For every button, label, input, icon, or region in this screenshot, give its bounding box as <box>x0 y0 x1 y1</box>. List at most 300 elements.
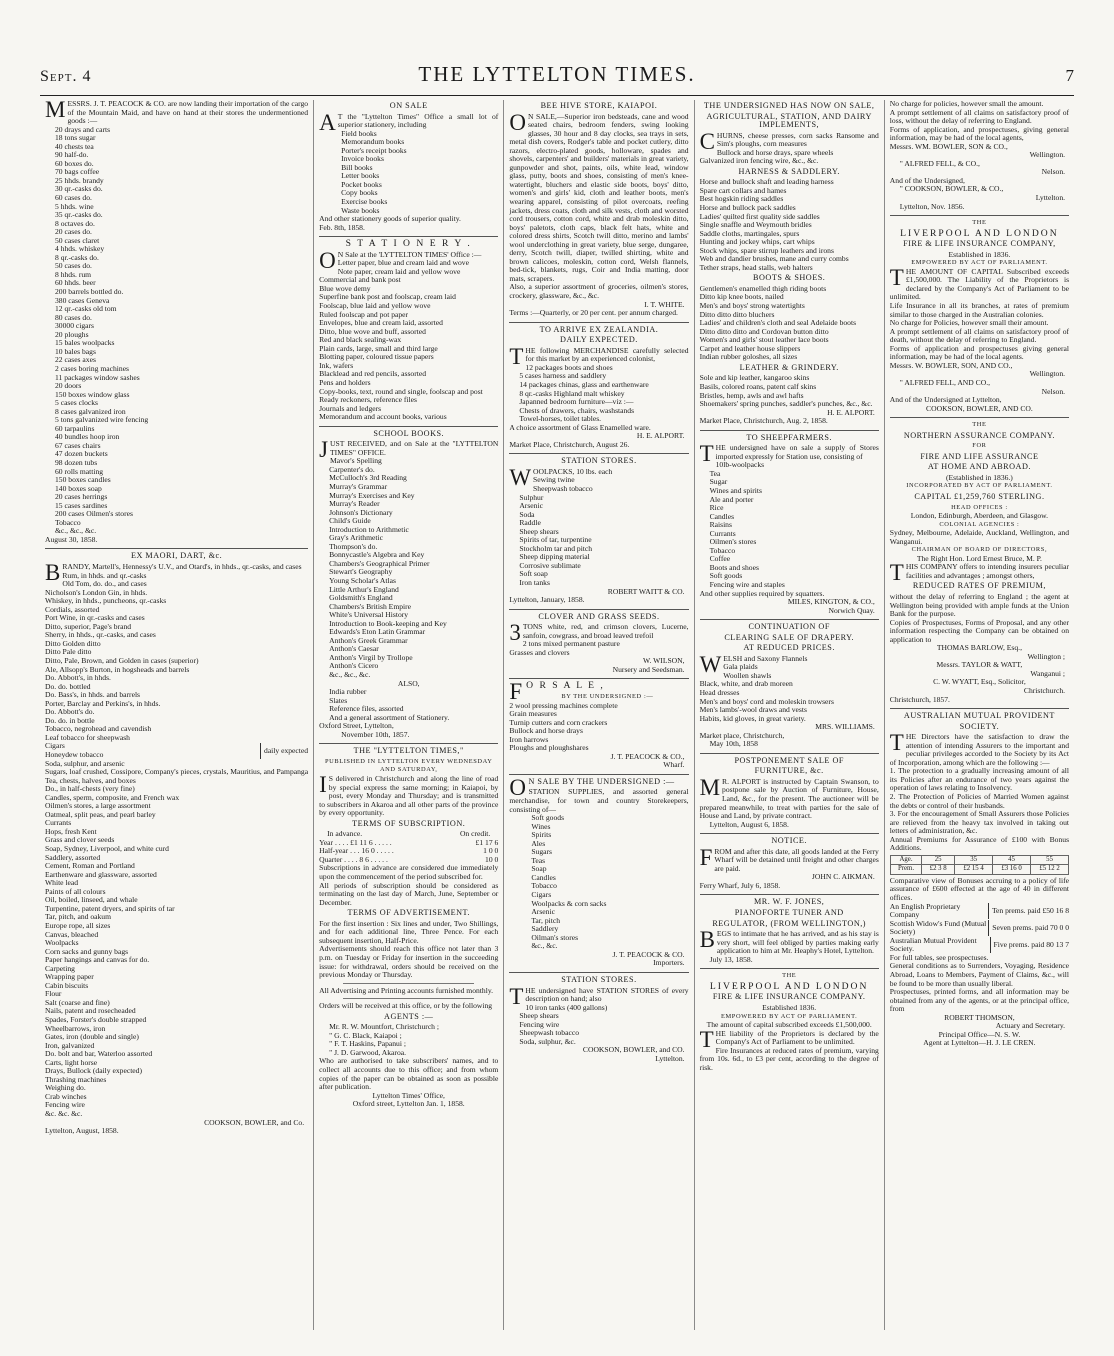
terms-cell: Year . . . . £1 11 6 . . . . . <box>319 837 392 847</box>
ad-title: NORTHERN ASSURANCE COMPANY. <box>903 430 1055 440</box>
ad-lead: 3TONS white, red, and crimson clovers, Lucerne, sanfoin, cowgrass, and broad leaved trefoil <box>509 620 689 646</box>
list-item: Wines and spirits <box>709 485 762 495</box>
list-item: &c., &c., &c. <box>329 670 371 679</box>
agent-line: And of the Undersigned, <box>889 175 965 185</box>
list-item: Carpenter's do. <box>329 464 375 474</box>
office-line: Lyttelton Times' Office, <box>372 1090 445 1100</box>
table-row <box>890 865 1068 875</box>
ad-body: THE following MERCHANDISE carefully selected for this market by an experienced colonist, <box>509 343 689 369</box>
list-item: Letter books <box>341 171 380 181</box>
list-item: 30 qr.-casks do. <box>55 184 103 194</box>
ad-body: THE undersigned have STATION STORES of every description on hand; also <box>509 983 689 1009</box>
items-list-4 <box>700 374 879 408</box>
para: No charge for policies, however small the amount. <box>889 99 1044 108</box>
page-number: 7 <box>1065 66 1074 85</box>
items-list <box>509 702 688 753</box>
list-item: Exercise books <box>341 197 388 207</box>
list-item: Woolpacks & corn sacks <box>531 898 607 908</box>
list-item: Paper hangings and canvas for do. <box>45 955 150 965</box>
ad-subtitle: DAILY EXPECTED. <box>560 335 638 345</box>
para: General conditions as to Surrenders, Voyaging, Residence Abroad, Loans to Members, Payment of Claims, &c., will be found to be more than usually liberal. <box>889 961 1070 988</box>
list-item: Basils, colored roans, patent calf skins <box>699 381 817 391</box>
list-item: Gala plaids <box>723 662 758 672</box>
comparison-row <box>890 920 1069 937</box>
list-item: 30000 cigars <box>55 321 95 331</box>
ad-signature-2: Wharf. <box>663 760 685 770</box>
ad-insurance-continued <box>890 100 1069 216</box>
list-item: 60 cases do. <box>55 193 92 203</box>
list-item: Thrashing machines <box>45 1074 107 1084</box>
established: (Established in 1836.) <box>945 472 1013 482</box>
ad-date-2: May 10th, 1858 <box>709 739 758 749</box>
list-item: Stockholm tar and pitch <box>519 543 593 553</box>
list-item: 8 qr.-casks do. <box>55 252 99 262</box>
colonial-agencies: Sydney, Melbourne, Adelaide, Auckland, Wellington, and Wanganui. <box>889 528 1070 546</box>
list-item: 200 barrels bottled do. <box>55 287 124 297</box>
list-item: Journals and ledgers <box>319 403 382 413</box>
ad-agricultural-implements <box>700 102 879 431</box>
ad-stationery <box>319 240 498 426</box>
agent-place: Wellington. <box>1029 150 1066 160</box>
list-item: Johnson's Dictionary <box>329 507 393 517</box>
agent-place: Wellington ; <box>1027 651 1066 661</box>
list-item: Men's and boys' strong watertights <box>699 301 805 311</box>
ad-date: Feb. 8th, 1858. <box>319 222 365 232</box>
list-item: Spades, Forster's double strapped <box>45 1014 147 1024</box>
list-item: Slates <box>329 695 348 705</box>
list-item: Cabin biscuits <box>45 980 89 990</box>
list-item: 14 packages chinas, glass and earthenware <box>519 379 649 389</box>
issue-date: Sept. 4 <box>40 68 92 85</box>
list-item: Sheepwash tobacco <box>519 1028 580 1038</box>
list-item: Coffee <box>709 554 731 564</box>
column-1 <box>40 97 314 1330</box>
para: For full tables, see prospectuses. <box>889 952 989 962</box>
agents-list <box>319 1023 498 1057</box>
established: Established in 1836. <box>948 249 1011 259</box>
ad-for: FOR <box>972 442 987 450</box>
ad-date: Market place, Christchurch, <box>699 730 785 740</box>
ad-title: MR. W. F. JONES, <box>754 897 825 907</box>
list-item: Japanned bedroom furniture—viz :— <box>519 397 634 407</box>
list-item: Ploughs and ploughshares <box>509 743 589 753</box>
ad-body: ON SALE,—Superior iron bedsteads, cane and wood seated chairs, bedroom fenders, swing looking glasses, 30 hour and 8 day clocks, sea trays in sets, metal dish covers, Rodger's table and pocket cutlery, ditto razors, electro-plated goods, holloware, spades and shovels, carpenters' and builders' materials in great variety, gunpowder and shot, paints, oils, white lead, window glass, putty, boots and shoes, consisting of men's knee-watertight, bluchers and elastic side boots, boys' ditto, women's and girls' kid, cloth and leather boots, men's wearing apparel, consisting of pilot overcoats, reefing jackets, dress coats, cloth and silk vests, cloth and worsted cord trousers, cotton cord, white and drab moleskin ditto, boys' paletots, cloth caps, black felt hats, white and colored dress shirts, Scotch twill ditto, merino and lambs' wool underclothing in great variety, blue serge, dungaree, derry, Scotch twill, diaper, twilled shirting, white and brown calicoes, moleskin, cotton cord, Welsh flannels, bed-tick, blankets, rugs, Coir and India matting, door mats, scrapers. <box>509 109 689 283</box>
list-item: India rubber <box>329 687 367 697</box>
list-item: Do. bolt and bar, Waterloo assorted <box>45 1049 153 1059</box>
list-item: " G. C. Black, Kaiapoi ; <box>329 1030 402 1040</box>
list-item: Iron, galvanized <box>45 1040 95 1050</box>
ad-bee-hive-store <box>509 102 688 323</box>
ad-title: LIVERPOOL AND LONDON <box>709 980 869 992</box>
chairman: The Right Hon. Lord Ernest Bruce, M. P. <box>916 553 1042 563</box>
list-item: Do. do. bottled <box>45 681 91 691</box>
list-item: Indian rubber goloshes, all sizes <box>699 352 798 362</box>
agent-line: Agent at Lyttelton—H. J. LE CREN. <box>923 1038 1036 1048</box>
agent-line: Messrs. W. BOWLER, SON, AND CO., <box>889 360 1013 370</box>
ad-for-sale-peacock <box>509 679 688 774</box>
list-item: " J. D. Garwood, Akaroa. <box>329 1047 407 1057</box>
columns <box>40 97 1074 1330</box>
head-offices: London, Edinburgh, Aberdeen, and Glasgow. <box>910 511 1049 521</box>
list-item: White's Universal History <box>329 610 409 620</box>
items-list-2 <box>45 760 308 1119</box>
list-item: 140 boxes soap <box>55 483 102 493</box>
column-2 <box>314 100 504 1330</box>
items-list <box>509 640 688 657</box>
ad-lead: MESSRS. J. T. PEACOCK & CO. are now landing their importation of the cargo of the Mountain Maid, and have on hand at their stores the undermentioned goods :— <box>45 97 309 126</box>
list-item: Best hogskin riding saddles <box>699 194 784 204</box>
terms-title: TERMS OF SUBSCRIPTION. <box>352 818 466 828</box>
items-list <box>509 814 688 951</box>
ad-signature: MRS. WILLIAMS. <box>815 722 875 732</box>
list-item: 12 qr.-casks old tom <box>55 304 117 314</box>
ad-ex-zealandia <box>509 326 688 455</box>
capital-line: CAPITAL £1,259,760 STERLING. <box>914 491 1045 501</box>
para: Comparative view of Bonuses accruing to a policy of life assurance of £600 effected at the age of 40 in different offices. <box>889 875 1070 903</box>
list-item: Wrapping paper <box>45 972 94 982</box>
list-item: Soap, Sydney, Liverpool, and white curd <box>45 844 169 854</box>
list-item: Edwards's Eton Latin Grammar <box>329 627 426 637</box>
list-item: Do. Abbott's, in hhds. <box>45 673 111 683</box>
ad-title: ON SALE BY THE UNDERSIGNED :— <box>509 774 675 800</box>
list-item: Iron tanks <box>519 577 550 587</box>
list-item: Ale, Allsopp's Burton, in hogsheads and barrels <box>45 664 190 674</box>
terms-head-credit: On credit. <box>459 829 491 839</box>
ad-australian-mutual <box>890 712 1069 1052</box>
list-item: Commercial and bank post <box>319 275 401 285</box>
agent-place: Wanganui ; <box>1030 668 1066 678</box>
ad-title-2: FIRE & LIFE INSURANCE COMPANY, <box>903 239 1056 249</box>
list-item: Chambers's Geographical Primer <box>329 558 430 568</box>
reduced-rates: REDUCED RATES OF PREMIUM, <box>912 581 1046 591</box>
list-item: Earthenware and glassware, assorted <box>45 869 157 879</box>
ad-body: THE AMOUNT OF CAPITAL Subscribed exceeds £1,500,000. The Liability of the Proprietors is declared by the Company's Act of Parliament to be unlimited. <box>889 264 1070 302</box>
list-item: Grasses and clovers <box>509 647 570 657</box>
list-item: Sheep shears <box>519 526 559 536</box>
agent-line: And of the Undersigned at Lyttelton, <box>889 395 1002 405</box>
ad-title-2: CLEARING SALE OF DRAPERY. <box>724 632 855 642</box>
list-item: Galvanized iron fencing wire, &c., &c. <box>699 156 819 166</box>
ad-on-sale-stationery <box>319 102 498 237</box>
terms-note: Subscriptions in advance are considered due immediately upon the commencement of the period subscribed for. <box>319 863 499 882</box>
list-item: Sherry, in hhds., qr.-casks, and cases <box>45 630 156 640</box>
list-item: Mr. R. W. Mountfort, Christchurch ; <box>329 1022 439 1032</box>
list-item: 4 hhds. whiskey <box>55 244 105 254</box>
list-item: Waste books <box>341 205 380 215</box>
items-list <box>509 1004 688 1047</box>
ad-date: August 30, 1858. <box>45 534 98 544</box>
list-item: Fencing wire <box>519 1019 560 1029</box>
list-item: 25 hhds. brandy <box>55 175 104 185</box>
ad-lead: WELSH and Saxony Flannels <box>699 651 808 677</box>
chairman-label: CHAIRMAN OF BOARD OF DIRECTORS, <box>911 546 1048 554</box>
ad-title-2: AGRICULTURAL, STATION, AND DAIRY IMPLEMENTS, <box>706 111 872 130</box>
terms-cell: 10 0 <box>485 854 499 864</box>
table-cell: 25 <box>922 855 955 865</box>
list-item: Memorandum and account books, various <box>319 412 447 422</box>
ad-subtitle: PUBLISHED IN LYTTELTON EVERY WEDNESDAY AND SATURDAY, <box>324 757 493 774</box>
ad-title: BEE HIVE STORE, KAIAPOI. <box>540 101 658 110</box>
ad-title: LIVERPOOL AND LONDON <box>900 227 1059 239</box>
list-item: Blotting paper, coloured tissue papers <box>319 352 434 362</box>
list-item: Stewart's Geography <box>329 567 393 577</box>
items-list-2 <box>319 688 498 722</box>
section-title: HARNESS & SADDLERY. <box>738 166 840 176</box>
ad-title: THE "LYTTELTON TIMES," <box>353 746 464 756</box>
office-name: Australian Mutual Provident Society. <box>889 935 977 954</box>
list-item: Black, white, and drab moreen <box>699 679 793 689</box>
ad-title: S T A T I O N E R Y . <box>345 238 472 250</box>
premium-table <box>890 855 1069 875</box>
ad-date: Oxford street, Lyttelton Jan. 1, 1858. <box>352 1099 465 1109</box>
list-item: Blacklead and red pencils, assorted <box>319 369 426 379</box>
list-item: Foolscap, blue laid and yellow wove <box>319 301 431 311</box>
list-item: Cement, Roman and Portland <box>45 861 135 871</box>
ad-signature: J. T. PEACOCK & CO., <box>610 751 685 761</box>
list-item: Pocket books <box>341 179 382 189</box>
agent-place: Wellington. <box>1029 369 1066 379</box>
agent-line: THOMAS BARLOW, Esq., <box>936 643 1022 653</box>
list-item: Young Scholar's Atlas <box>329 575 396 585</box>
ad-body: THIS COMPANY offers to intending insurers peculiar facilities and advantages ; amongst others, <box>889 560 1070 586</box>
table-cell: 45 <box>993 855 1031 865</box>
list-item: 12 packages boots and shoes <box>525 362 613 372</box>
act-line: INCORPORATED BY ACT OF PARLIAMENT. <box>906 482 1053 490</box>
list-item: Ink, wafers <box>319 360 354 370</box>
ad-signature-2: Importers. <box>653 958 685 968</box>
list-item: Raddle <box>519 518 541 528</box>
ad-tail: And other stationery goods of superior quality. <box>319 214 461 224</box>
head-offices-label: HEAD OFFICES : <box>951 503 1008 511</box>
bonus-value: Five prems. paid 80 13 7 <box>990 937 1070 953</box>
list-item: Soda, sulphur, &c. <box>519 1036 576 1046</box>
list-item: 15 bales woolpacks <box>55 338 115 348</box>
ad-body-2: without the delay of referring to England ; the agent at Wellington being provided with ample funds at the Union Bank for the purpose. <box>889 591 1070 619</box>
ad-station-stores-cookson <box>509 976 688 1067</box>
list-item: Candles <box>709 511 735 521</box>
office-name: Scottish Widow's Fund (Mutual Society) <box>889 918 987 937</box>
list-item: 50 cases claret <box>55 235 100 245</box>
list-item: 5 cases clocks <box>55 398 99 408</box>
ad-title: SCHOOL BOOKS. <box>373 428 445 438</box>
list-item: 150 boxes candles <box>55 475 111 485</box>
capital-line: The amount of capital subscribed exceeds £1,500,000. <box>706 1020 872 1030</box>
table-cell: Age. <box>890 855 921 865</box>
ad-body-2: Fire Insurances at reduced rates of premium, varying from 10s. 6d., to £3 per cent, according to the degree of risk. <box>699 1045 879 1072</box>
para: Prospectuses, printed forms, and all information may be obtained from any of the agents, or at the principal office, from <box>889 987 1070 1014</box>
list-item: Leaf tobacco for sheepwash <box>45 732 130 742</box>
list-item: Anthon's Caesar <box>329 644 379 654</box>
terms-note-2: All periods of subscription should be considered as terminating on the last day of March, June, September or December. <box>319 880 499 907</box>
list-item: Tar, pitch <box>531 915 561 925</box>
list-item: Women's and girls' stout leather lace boots <box>699 335 829 345</box>
ad-title-3: REGULATOR, (FROM WELLINGTON,) <box>712 918 867 928</box>
bonus-value: Ten prems. paid £50 16 8 <box>988 903 1069 919</box>
ad-body: MR. ALPORT is instructed by Captain Swanson, to postpone sale by Auction of Furniture, House, Land, &c., for the present. The auctioneer will be prepared meanwhile, to treat with parties for the sale of House and Land, by private contract. <box>699 774 879 821</box>
ad-lead: AT the "Lyttelton Times" Office a small lot of superior stationery, including <box>319 109 499 135</box>
ad-date: Market Place, Christchurch, Aug. 2, 1858. <box>699 416 828 426</box>
para: Life Insurance in all its branches, at rates of premium similar to those charged in the Australian colonies. <box>889 301 1070 319</box>
agent-place: Nelson. <box>1041 386 1066 396</box>
list-item: Tar, pitch, and oakum <box>45 912 112 922</box>
list-item: Wines <box>531 821 551 831</box>
list-item: Rum, in hhds. and qr.-casks <box>62 570 147 580</box>
list-item: Do., in half-chests (very fine) <box>45 784 135 794</box>
bonus-value: Seven prems. paid 70 0 0 <box>988 920 1069 936</box>
list-item: Soft soap <box>519 569 548 579</box>
list-item: Woollen shawls <box>723 670 772 680</box>
list-item: Currants <box>45 818 72 828</box>
list-item: Soft goods <box>709 571 743 581</box>
list-item: Invoice books <box>341 154 384 164</box>
list-item: Towel-horses, toilet tables. <box>519 414 602 424</box>
list-item: 10 iron tanks (400 gallons) <box>525 1002 608 1012</box>
ad-lead: CHURNS, cheese presses, corn sacks Ransome and Sim's ploughs, corn measures <box>699 128 879 154</box>
ad-signature: COOKSON, BOWLER, and Co. <box>204 1117 305 1127</box>
list-item: Porter, Barclay and Perkins's, in hhds. <box>45 698 161 708</box>
section-title-3: LEATHER & GRINDERY. <box>739 362 839 372</box>
list-item: 200 cases Oilmen's stores <box>55 509 133 519</box>
ad-title-3: AT HOME AND ABROAD. <box>927 462 1031 472</box>
list-item: Gray's Arithmetic <box>329 533 383 543</box>
list-item: White lead <box>45 878 79 888</box>
list-item: Carpet and leather house slippers <box>699 343 801 353</box>
list-item: Ladies' and children's cloth and seal Adelaide boots <box>699 318 857 328</box>
agent-line: " ALFRED FELL, AND CO., <box>899 377 991 387</box>
ad-title: STATION STORES. <box>561 974 637 984</box>
ad-title: NOTICE. <box>771 836 807 846</box>
ad-liverpool-london-2 <box>890 219 1069 418</box>
ad-title: CLOVER AND GRASS SEEDS. <box>538 611 660 621</box>
table-cell: £2 3 8 <box>922 865 955 875</box>
list-item: Superfine bank post and foolscap, cream laid <box>319 292 456 302</box>
ad-title: FO R S A L E , <box>509 679 605 705</box>
list-item: Murray's Grammar <box>329 481 388 491</box>
list-item: Ditto ditto ditto bluchers <box>699 309 775 319</box>
list-item: Mavor's Spelling <box>330 456 382 466</box>
ad-terms: Terms :—Quarterly, or 20 per cent. per annum charged. <box>509 308 678 318</box>
list-item: Currants <box>709 528 736 538</box>
list-item: 20 doors <box>55 381 82 391</box>
items-list <box>700 461 879 589</box>
list-item: Port Wine, in qr.-casks and cases <box>45 613 145 623</box>
ad-notice-ferry-wharf <box>700 837 879 895</box>
list-item: Hops, fresh Kent <box>45 826 97 836</box>
list-item: 8 octaves do. <box>55 218 95 228</box>
list-item: Candles, sperm, composite, and French wax <box>45 792 180 802</box>
list-item: Grass and clover seeds <box>45 835 115 845</box>
list-item: Carts, light horse <box>45 1057 98 1067</box>
adv-body-2: Advertisements should reach this office not later than 3 p.m. on Tuesday or Friday for insertion in the succeeding issue: for withdrawal, orders should be received on the previous Monday or Thursday. <box>319 944 499 980</box>
list-item: 50 cases do. <box>55 261 92 271</box>
list-item: 150 boxes window glass <box>55 389 130 399</box>
para: A prompt settlement of all claims on satisfactory proof of death, without the delay of referring to England. <box>889 326 1070 345</box>
list-item: &c. &c. &c. <box>45 1108 83 1118</box>
list-item: Whiskey, in hhds., puncheons, qr.-casks <box>45 596 167 606</box>
list-item: Canvas, bleached <box>45 929 99 939</box>
list-item: 20 cases do. <box>55 227 92 237</box>
ad-to-sheepfarmers <box>700 434 879 620</box>
ad-liverpool-london <box>700 972 879 1076</box>
list-item: Teas <box>531 855 546 865</box>
list-item: Tobacco <box>531 881 557 891</box>
list-item: 60 hhds. beer <box>55 278 96 288</box>
agents-title: AGENTS :— <box>384 1011 434 1021</box>
ad-signature: JOHN C. AIKMAN. <box>811 872 875 882</box>
list-item: Corrosive sublimate <box>519 560 581 570</box>
act-line: EMPOWERED BY ACT OF PARLIAMENT. <box>911 259 1048 267</box>
list-item: Ditto, Pale, Brown, and Golden in cases (superior) <box>45 656 199 665</box>
list-item: Arsenic <box>519 501 543 511</box>
terms-cell: Half-year . . . 16 0 . . . . . <box>319 846 394 856</box>
list-item: Stock whips, spare stirrup leathers and irons <box>699 245 834 255</box>
ad-title-2: FURNITURE, &c. <box>754 766 824 776</box>
ad-the: THE <box>972 219 987 227</box>
items-list-3 <box>700 285 879 362</box>
list-item: Gates, iron (double and single) <box>45 1032 139 1042</box>
list-item: Sheepwash tobacco <box>533 483 593 493</box>
ad-body: FROM and after this date, all goods landed at the Ferry Wharf will be detained until freight and other charges are paid. <box>699 844 879 873</box>
list-item: 20 drays and carts <box>55 124 111 134</box>
comparison-row <box>890 903 1069 920</box>
terms-head-advance: In advance. <box>327 829 363 839</box>
agent-line: C. W. WYATT, Esq., Solicitor, <box>933 677 1026 687</box>
items-list <box>319 259 498 421</box>
para: Forms of application and prospectuses giving general information, may be had of the local agents. <box>889 343 1070 362</box>
list-item: Spirits of tar, turpentine <box>519 535 592 545</box>
list-item: Candles <box>531 872 556 882</box>
list-item: Ditto, blue wove and buff, assorted <box>319 326 426 336</box>
list-item: 60 rolls matting <box>55 466 104 476</box>
also-label: ALSO, <box>397 678 420 688</box>
list-item: Do. Abbott's do. <box>45 707 95 717</box>
column-3 <box>504 100 694 1330</box>
list-item: 98 dozen tubs <box>55 457 98 467</box>
ad-body: BEGS to intimate that he has arrived, and as his stay is very short, will feel obliged by parties making early application to him at Mr. Heaphy's Hotel, Lyttelton. <box>699 927 879 956</box>
agent-line: " COOKSON, BOWLER, & CO., <box>899 184 1004 194</box>
ad-title-2: PIANOFORTE TUNER AND <box>734 908 844 918</box>
ad-title: POSTPONEMENT SALE OF <box>734 755 844 765</box>
items-list-2 <box>700 178 879 272</box>
agent-place: Christchurch. <box>1023 686 1066 695</box>
list-item: Envelopes, blue and cream laid, assorted <box>319 318 443 328</box>
list-item: Blue wove demy <box>319 283 371 293</box>
list-item: 80 cases do. <box>55 312 92 322</box>
list-item: McCulloch's 3rd Reading <box>329 473 407 483</box>
list-item: 22 cases axes <box>55 355 96 365</box>
list-item: Field books <box>341 128 377 138</box>
ad-signature: I. T. WHITE. <box>644 299 685 309</box>
list-item: Ditto, superior, Page's brand <box>45 621 132 631</box>
ad-body: THE undersigned have on sale a supply of Stores imported expressly for Station use, consisting of <box>699 441 879 467</box>
list-item: Oatmeal, split peas, and pearl barley <box>45 809 156 819</box>
goods-list <box>45 126 308 536</box>
list-item: Soda <box>519 509 535 519</box>
list-item: &c., &c., &c. <box>55 526 97 536</box>
list-item: Bullock and horse drays <box>509 726 583 736</box>
list-item: 90 half-do. <box>55 150 89 160</box>
list-item: Ruled foolscap and pot paper <box>319 309 409 319</box>
list-item: 2 cases boring machines <box>55 363 130 373</box>
para: A prompt settlement of all claims on satisfactory proof of loss, without the delay of referring to England. <box>889 107 1070 126</box>
ad-postponement <box>700 757 879 834</box>
list-item: 380 cases Geneva <box>55 295 110 305</box>
list-item: Raisins <box>709 520 732 530</box>
ad-date: Market Place, Christchurch, August 26. <box>509 439 630 449</box>
list-item: Introduction to Book-keeping and Key <box>329 618 447 628</box>
list-item: Tobacco, negrohead and cavendish <box>45 724 152 734</box>
ad-title: TO SHEEPFARMERS. <box>746 432 832 442</box>
